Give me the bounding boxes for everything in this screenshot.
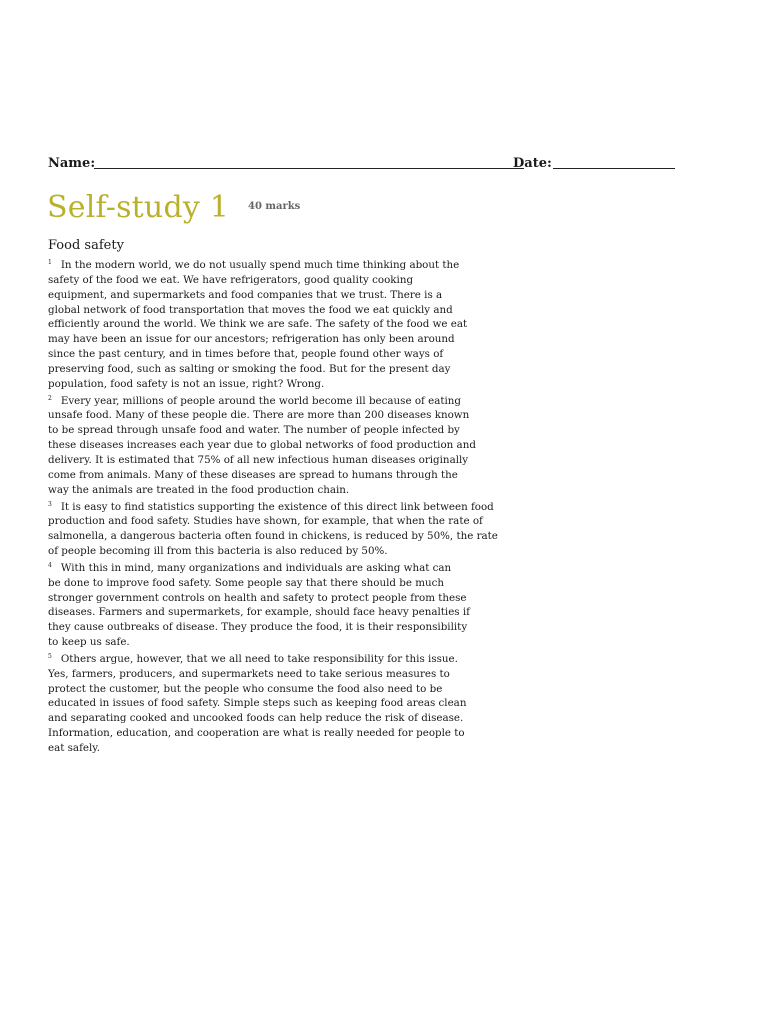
line-text: of people becoming ill from this bacteria is also reduced by 50%.: [48, 545, 388, 558]
paragraph-line: [48, 544, 548, 559]
paragraph-line: [48, 423, 548, 438]
marks-badge: 40 marks: [248, 201, 301, 212]
paragraph-line: [48, 288, 548, 303]
paragraph-line: [48, 576, 548, 591]
date-input-line[interactable]: [553, 168, 675, 169]
line-text: protect the customer, but the people who consume the food also need to be: [48, 682, 443, 695]
paragraph: [48, 256, 548, 392]
line-text: to keep us safe.: [48, 636, 130, 649]
paragraph-line: [48, 667, 548, 682]
line-text: may have been an issue for our ancestors; refrigeration has only been around: [48, 333, 455, 346]
line-text: Information, education, and cooperation are what is really needed for people to: [48, 727, 465, 740]
paragraph-line: [48, 682, 548, 697]
paragraph-line: [48, 605, 548, 620]
paragraph-line: [48, 635, 548, 650]
article-body: [48, 256, 548, 756]
line-text: these diseases increases each year due to global networks of food production and: [48, 439, 476, 452]
paragraph-line: [48, 273, 548, 288]
paragraph-line: [48, 483, 548, 498]
line-text: educated in issues of food safety. Simple steps such as keeping food areas clean: [48, 697, 467, 710]
line-text: diseases. Farmers and supermarkets, for example, should face heavy penalties if: [48, 606, 470, 619]
paragraph-number: 3: [48, 500, 52, 508]
line-text: Every year, millions of people around the world become ill because of eating: [60, 394, 461, 407]
header-fields: [48, 154, 688, 176]
paragraph-line: [48, 620, 548, 635]
paragraph-line: [48, 591, 548, 606]
page-title: Self-study 1: [47, 190, 230, 225]
paragraph-line: [48, 559, 548, 576]
paragraph: [48, 392, 548, 498]
paragraph-number: 5: [48, 652, 52, 660]
paragraph-line: [48, 453, 548, 468]
paragraph: [48, 498, 548, 559]
paragraph-line: [48, 650, 548, 667]
paragraph-line: [48, 317, 548, 332]
line-text: It is easy to find statistics supporting the existence of this direct link between food: [60, 500, 494, 513]
date-label: Date:: [513, 156, 552, 171]
line-text: delivery. It is estimated that 75% of all new infectious human diseases originally: [48, 453, 469, 466]
line-text: Yes, farmers, producers, and supermarkets need to take serious measures to: [48, 667, 450, 680]
line-text: salmonella, a dangerous bacteria often found in chickens, is reduced by 50%, the rate: [48, 530, 498, 543]
line-text: population, food safety is not an issue, right? Wrong.: [48, 377, 325, 390]
line-text: safety of the food we eat. We have refrigerators, good quality cooking: [48, 273, 414, 286]
line-text: way the animals are treated in the food production chain.: [48, 483, 350, 496]
name-input-line[interactable]: [94, 168, 524, 169]
line-text: equipment, and supermarkets and food companies that we trust. There is a: [48, 288, 443, 301]
paragraph-line: [48, 498, 548, 515]
paragraph-line: [48, 256, 548, 273]
line-text: come from animals. Many of these diseases are spread to humans through the: [48, 468, 458, 481]
line-text: efficiently around the world. We think we are safe. The safety of the food we eat: [48, 318, 468, 331]
paragraph: [48, 650, 548, 756]
paragraph-line: [48, 696, 548, 711]
paragraph-line: [48, 362, 548, 377]
paragraph-line: [48, 377, 548, 392]
line-text: global network of food transportation that moves the food we eat quickly and: [48, 303, 453, 316]
section-heading: Food safety: [48, 238, 124, 253]
line-text: Others argue, however, that we all need to take responsibility for this issue.: [60, 652, 458, 665]
line-text: unsafe food. Many of these people die. There are more than 200 diseases known: [48, 409, 470, 422]
paragraph-line: [48, 529, 548, 544]
paragraph-line: [48, 438, 548, 453]
line-text: preserving food, such as salting or smoking the food. But for the present day: [48, 362, 451, 375]
paragraph: [48, 559, 548, 650]
line-text: production and food safety. Studies have shown, for example, that when the rate of: [48, 515, 483, 528]
name-label: Name:: [48, 156, 96, 171]
line-text: With this in mind, many organizations and individuals are asking what can: [60, 561, 452, 574]
paragraph-number: 1: [48, 259, 52, 266]
line-text: stronger government controls on health and safety to protect people from these: [48, 591, 467, 604]
paragraph-line: [48, 347, 548, 362]
line-text: be done to improve food safety. Some people say that there should be much: [48, 576, 445, 589]
paragraph-line: [48, 332, 548, 347]
line-text: In the modern world, we do not usually spend much time thinking about the: [60, 259, 460, 271]
paragraph-line: [48, 726, 548, 741]
paragraph-line: [48, 468, 548, 483]
paragraph-line: [48, 711, 548, 726]
paragraph-line: [48, 303, 548, 318]
paragraph-number: 4: [48, 561, 52, 569]
paragraph-line: [48, 741, 548, 756]
paragraph-line: [48, 408, 548, 423]
line-text: they cause outbreaks of disease. They produce the food, it is their responsibility: [48, 621, 468, 634]
paragraph-number: 2: [48, 394, 52, 402]
line-text: since the past century, and in times before that, people found other ways of: [48, 348, 444, 361]
line-text: and separating cooked and uncooked foods can help reduce the risk of disease.: [48, 712, 464, 725]
paragraph-line: [48, 392, 548, 409]
paragraph-line: [48, 514, 548, 529]
line-text: to be spread through unsafe food and water. The number of people infected by: [48, 424, 460, 437]
line-text: eat safely.: [48, 742, 100, 754]
